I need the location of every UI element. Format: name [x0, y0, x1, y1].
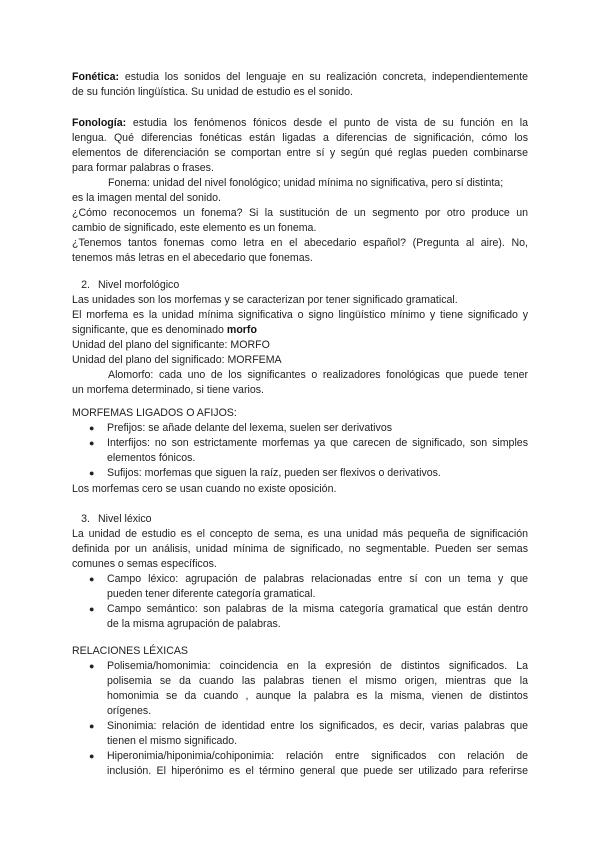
prefijos-text: Prefijos: se añade delante del lexema, suelen ser derivativos — [107, 422, 393, 434]
polisemia-line-4: orígenes. — [107, 705, 152, 717]
relaciones-heading-text: RELACIONES LÉXICAS — [72, 645, 188, 657]
polisemia-line-1: Polisemia/homonimia: coincidencia en la expresión de distintos significados. La — [107, 660, 528, 672]
fonologia-line-2: lengua. Qué diferencias fonéticas están ligadas a diferencias de significación, cómo los — [72, 132, 528, 144]
morfologico-title: Nivel morfológico — [98, 279, 180, 291]
fonologia-term: Fonología: — [72, 117, 127, 129]
significado-line: Unidad del plano del significado: MORFEMA — [72, 354, 282, 366]
polisemia-line-3: homonimia se da cuando , aunque la palabra es la misma, vienen de distintos — [107, 690, 528, 702]
relaciones-bullet-polisemia — [89, 659, 528, 719]
morfologico-p2-line-1: El morfema es la unidad mínima significativa o signo lingüístico mínimo y tiene significado y — [72, 309, 528, 321]
fonema-question-line-1: ¿Cómo reconocemos un fonema? Si la sustitución de un segmento por otro produce un — [72, 207, 528, 219]
interfijos-line-2: elementos fónicos. — [107, 452, 196, 464]
fonologia-text-1: estudia los fenómenos fónicos desde el punto de vista de su función en la — [126, 117, 528, 129]
hiperonimia-line-2: inclusión. El hiperónimo es el término general que puede ser utilizado para referirse — [107, 765, 528, 777]
bullet-icon: ● — [89, 423, 95, 433]
lexico-bullet-campo-semantico — [89, 602, 528, 632]
morfologico-number: 2. — [81, 279, 90, 291]
polisemia-line-2: polisemia se da cuando las palabras tienen el mismo origen, mientras que la — [107, 675, 528, 687]
afijos-bullet-sufijos — [89, 466, 528, 481]
lexico-title: Nivel léxico — [98, 513, 152, 525]
fonema-definition-line-2: es la imagen mental del sonido. — [72, 192, 221, 204]
afijos-bullet-interfijos — [89, 436, 528, 466]
relaciones-bullet-sinonimia — [89, 719, 528, 749]
morfologico-heading — [72, 278, 528, 293]
campo-semantico-line-2: de la misma agrupación de palabras. — [107, 618, 281, 630]
bullet-icon: ● — [89, 604, 95, 614]
morfologico-p2-line-2 — [72, 323, 528, 338]
bullet-icon: ● — [89, 721, 95, 731]
fonetica-term: Fonética: — [72, 71, 120, 83]
morfemas-cero-note — [72, 482, 528, 497]
alomorfo-line-2: un morfema determinado, si tiene varios. — [72, 384, 264, 396]
hiperonimia-line-1: Hiperonimia/hiponimia/cohiponimia: relación entre significados con relación de — [107, 750, 528, 762]
bullet-icon: ● — [89, 438, 95, 448]
morfologico-p1: Las unidades son los morfemas y se caracterizan por tener significado gramatical. — [72, 294, 458, 306]
campo-lexico-line-1: Campo léxico: agrupación de palabras relacionadas entre sí con un tema y que — [107, 573, 528, 585]
fonetica-text-1: estudia los sonidos del lenguaje en su realización concreta, independientemente — [119, 71, 528, 83]
campo-lexico-line-2: pueden tener diferente categoría gramatical. — [107, 588, 316, 600]
fonologia-line-4: para formar palabras o frases. — [72, 162, 214, 174]
fonetica-line-1 — [72, 70, 528, 85]
afijos-bullet-prefijos — [89, 421, 528, 436]
morfo-term: morfo — [226, 324, 257, 336]
lexico-p1-line-1: La unidad de estudio es el concepto de sema, es una unidad más pequeña de significación — [72, 528, 528, 540]
fonologia-line-1 — [72, 116, 528, 131]
fonema-definition-line-1: Fonema: unidad del nivel fonológico; unidad mínima no significativa, pero sí distinta; — [108, 177, 504, 189]
lexico-p1-line-2: definida por un análisis, unidad mínima de significado, no segmentable. Pueden ser semas — [72, 543, 528, 555]
sinonimia-line-2: tienen el mismo significado. — [107, 735, 238, 747]
bullet-icon: ● — [89, 661, 95, 671]
lexico-section — [72, 512, 528, 572]
fonologia-paragraph — [72, 116, 528, 266]
afijos-heading-text: MORFEMAS LIGADOS O AFIJOS: — [72, 407, 237, 419]
morfemas-cero-text: Los morfemas cero se usan cuando no existe oposición. — [72, 483, 337, 495]
bullet-icon: ● — [89, 468, 95, 478]
fonologia-line-3: elementos de diferenciación se comportan entre sí y según qué reglas pueden combinarse — [72, 147, 528, 159]
lexico-number: 3. — [81, 513, 90, 525]
lexico-p1-line-3: comunes o semas específicos. — [72, 558, 217, 570]
fonema-question-line-2: cambio de significado, este elemento es un fonema. — [72, 222, 317, 234]
fonetica-line-2: de su función lingüística. Su unidad de estudio es el sonido. — [72, 86, 353, 98]
relaciones-heading — [72, 644, 528, 659]
campo-semantico-line-1: Campo semántico: son palabras de la misma categoría gramatical que están dentro — [107, 603, 528, 615]
abecedario-question-line-2: tenemos más letras en el abecedario que fonemas. — [72, 252, 313, 264]
morfologico-section — [72, 278, 528, 398]
alomorfo-line-1: Alomorfo: cada uno de los significantes o realizadores fonológicas que puede tener — [108, 369, 528, 381]
bullet-icon: ● — [89, 751, 95, 761]
sufijos-text: Sufijos: morfemas que siguen la raíz, pueden ser flexivos o derivativos. — [107, 467, 441, 479]
lexico-bullet-campo-lexico — [89, 572, 528, 602]
bullet-icon: ● — [89, 574, 95, 584]
sinonimia-line-1: Sinonimia: relación de identidad entre los significados, es decir, varias palabras que — [107, 720, 528, 732]
fonetica-paragraph — [72, 70, 528, 100]
interfijos-line-1: Interfijos: no son estrictamente morfemas ya que carecen de significado, son simples — [107, 437, 528, 449]
morfologico-p2-text: significante, que es denominado — [72, 324, 227, 336]
relaciones-bullet-hiperonimia — [89, 749, 528, 779]
significante-line: Unidad del plano del significante: MORFO — [72, 339, 270, 351]
lexico-heading — [72, 512, 528, 527]
afijos-heading — [72, 406, 528, 421]
abecedario-question-line-1: ¿Tenemos tantos fonemas como letra en el abecedario español? (Pregunta al aire). No, — [72, 237, 528, 249]
